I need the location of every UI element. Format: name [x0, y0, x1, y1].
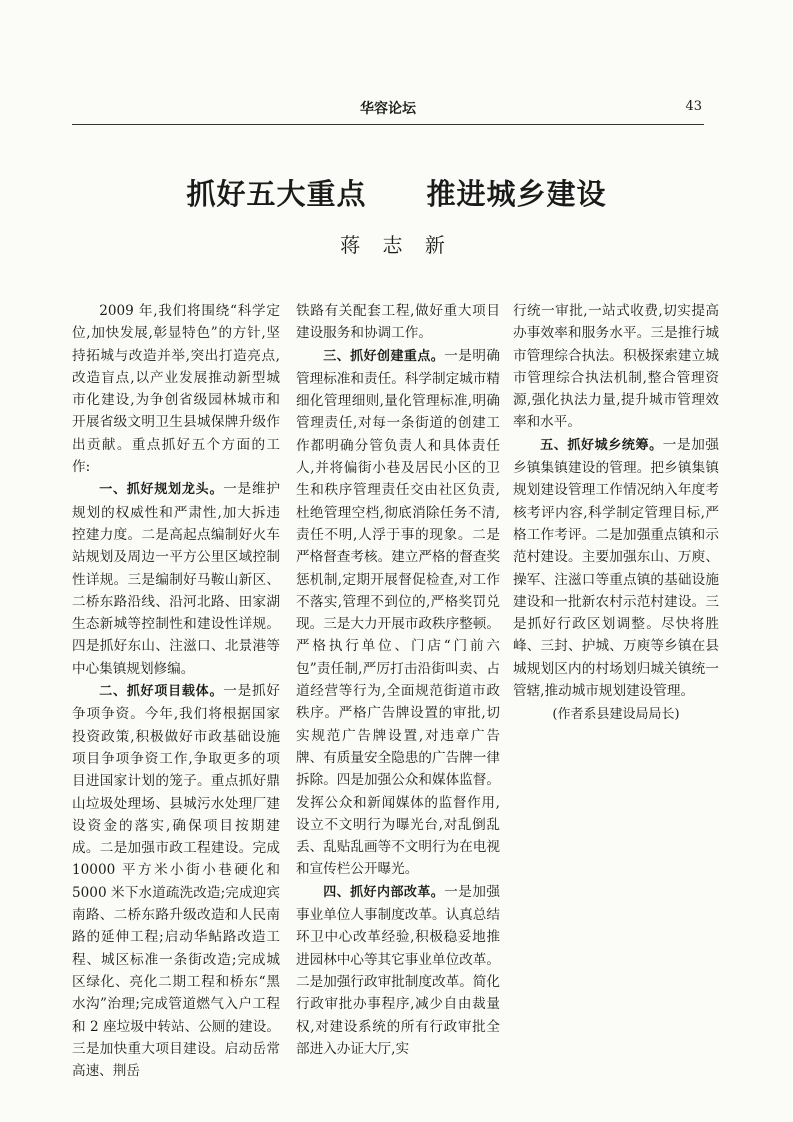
section-3-body: 一是明确管理标准和责任。科学制定城市精细化管理细则,量化管理标准,明确管理责任,对每一条街道的创建工作都明确分管负责人和具体责任人,并将偏街小巷及居民小区的卫生和秩序管理责任交由社区负责,杜绝管理空档,彻底消除任务不清,责任不明,人浮于事的现象。二是严格督查考核。建立严格的督查奖惩机制,定期开展督促检查,对工作不落实,管理不到位的,严格奖罚兑现。三是大力开展市政秩序整顿。严格执行单位、门店“门前六包”责任制,严厉打击沿街叫卖、占道经营等行为,全面规范街道市政秩序。严格广告牌设置的审批,切实规范广告牌设置,对违章广告牌、有质量安全隐患的广告牌一律拆除。四是加强公众和媒体监督。发挥公众和新闻媒体的监督作用,设立不文明行为曝光台,对乱倒乱丢、乱贴乱画等不文明行为在电视和宣传栏公开曝光。	[296, 347, 500, 878]
section-4-heading: 四、抓好内部改革。	[323, 884, 445, 900]
section-1-body: 一是维护规划的权威性和严肃性,加大拆违控建力度。二是高起点编制好火车站规划及周边一平方公里区域控制性详规。三是编制好马鞍山新区、二桥东路沿线、沿河北路、田家湖生态新城等控制性和建设性详规。四是抓好东山、注滋口、北景港等中心集镇规划修编。	[72, 481, 280, 677]
section-1-heading: 一、抓好规划龙头。	[99, 482, 224, 498]
section-4-continuation: 行统一审批,一站式收费,切实提高办事效率和服务水平。三是推行城市管理综合执法。积极探索建立城市管理综合执法机制,整合管理资源,强化执法力量,提升城市管理效率和水平。	[513, 303, 719, 431]
journal-name: 华容论坛	[360, 101, 416, 117]
section-2-paragraph	[72, 680, 280, 1082]
section-2-body: 一是抓好争项争资。今年,我们将根据国家投资政策,积极做好市政基础设施项目争项争资工作,争取更多的项目进国家计划的笼子。重点抓好鼎山垃圾处理场、县城污水处理厂建设资金的落实,确保项目按期建成。二是加强市政工程建设。完成 10000 平方米小街小巷硬化和 5000 米下水道疏洗改造;完成迎宾南路、二桥东路升级改造和人民南路的延伸工程;启动华鲇路改造工程、城区标准一条街改造;完成城区绿化、亮化二期工程和桥东“黑水沟”治理;完成管道燃气入户工程和 2 座垃圾中转站、公厕的建设。三是加快重大项目建设。启动岳常高速、荆岳	[72, 683, 280, 1080]
section-3-heading: 三、抓好创建重点。	[323, 348, 445, 364]
section-2-continuation: 铁路有关配套工程,做好重大项目建设服务和协调工作。	[296, 303, 500, 342]
page-number: 43	[685, 99, 702, 114]
section-5-body: 一是加强乡镇集镇建设的管理。把乡镇集镇规划建设管理工作情况纳入年度考核考评内容,科学制定管理目标,严格工作考评。二是加强重点镇和示范村建设。主要加强东山、万庾、操军、注滋口等重点镇的基础设施建设和一批新农村示范村建设。三是抓好行政区划调整。尽快将胜峰、三封、护城、万庾等乡镇在县城规划区内的村场划归城关镇统一管辖,推动城市规划建设管理。	[513, 436, 719, 700]
section-5-heading: 五、抓好城乡统筹。	[540, 437, 663, 453]
section-4-body: 一是加强事业单位人事制度改革。认真总结环卫中心改革经验,积极稳妥地推进园林中心等其它事业单位改革。二是加强行政审批制度改革。简化行政审批办事程序,减少自由裁量权,对建设系统的所有行政审批全部进入办证大厅,实	[296, 883, 500, 1057]
section-3-paragraph	[296, 345, 500, 881]
column-3	[513, 300, 719, 727]
section-5-paragraph	[513, 434, 719, 703]
section-1-paragraph	[72, 478, 280, 680]
author-note: (作者系县建设局局长)	[552, 707, 680, 723]
running-header	[72, 94, 704, 125]
intro-paragraph: 2009 年,我们将围绕“科学定位,加快发展,彰显特色”的方针,坚持拓城与改造并举,突出打造亮点,改造盲点,以产业发展推动新型城市化建设,为争创省级园林城市和开展省级文明卫生县城保牌升级作出贡献。重点抓好五个方面的工作:	[72, 303, 280, 476]
section-4-paragraph	[296, 881, 500, 1060]
column-1	[72, 300, 280, 1082]
column-2	[296, 300, 500, 1060]
article-title: 抓好五大重点 推进城乡建设	[186, 177, 607, 211]
article-author: 蒋 志 新	[340, 233, 453, 257]
section-2-heading: 二、抓好项目载体。	[99, 684, 224, 700]
